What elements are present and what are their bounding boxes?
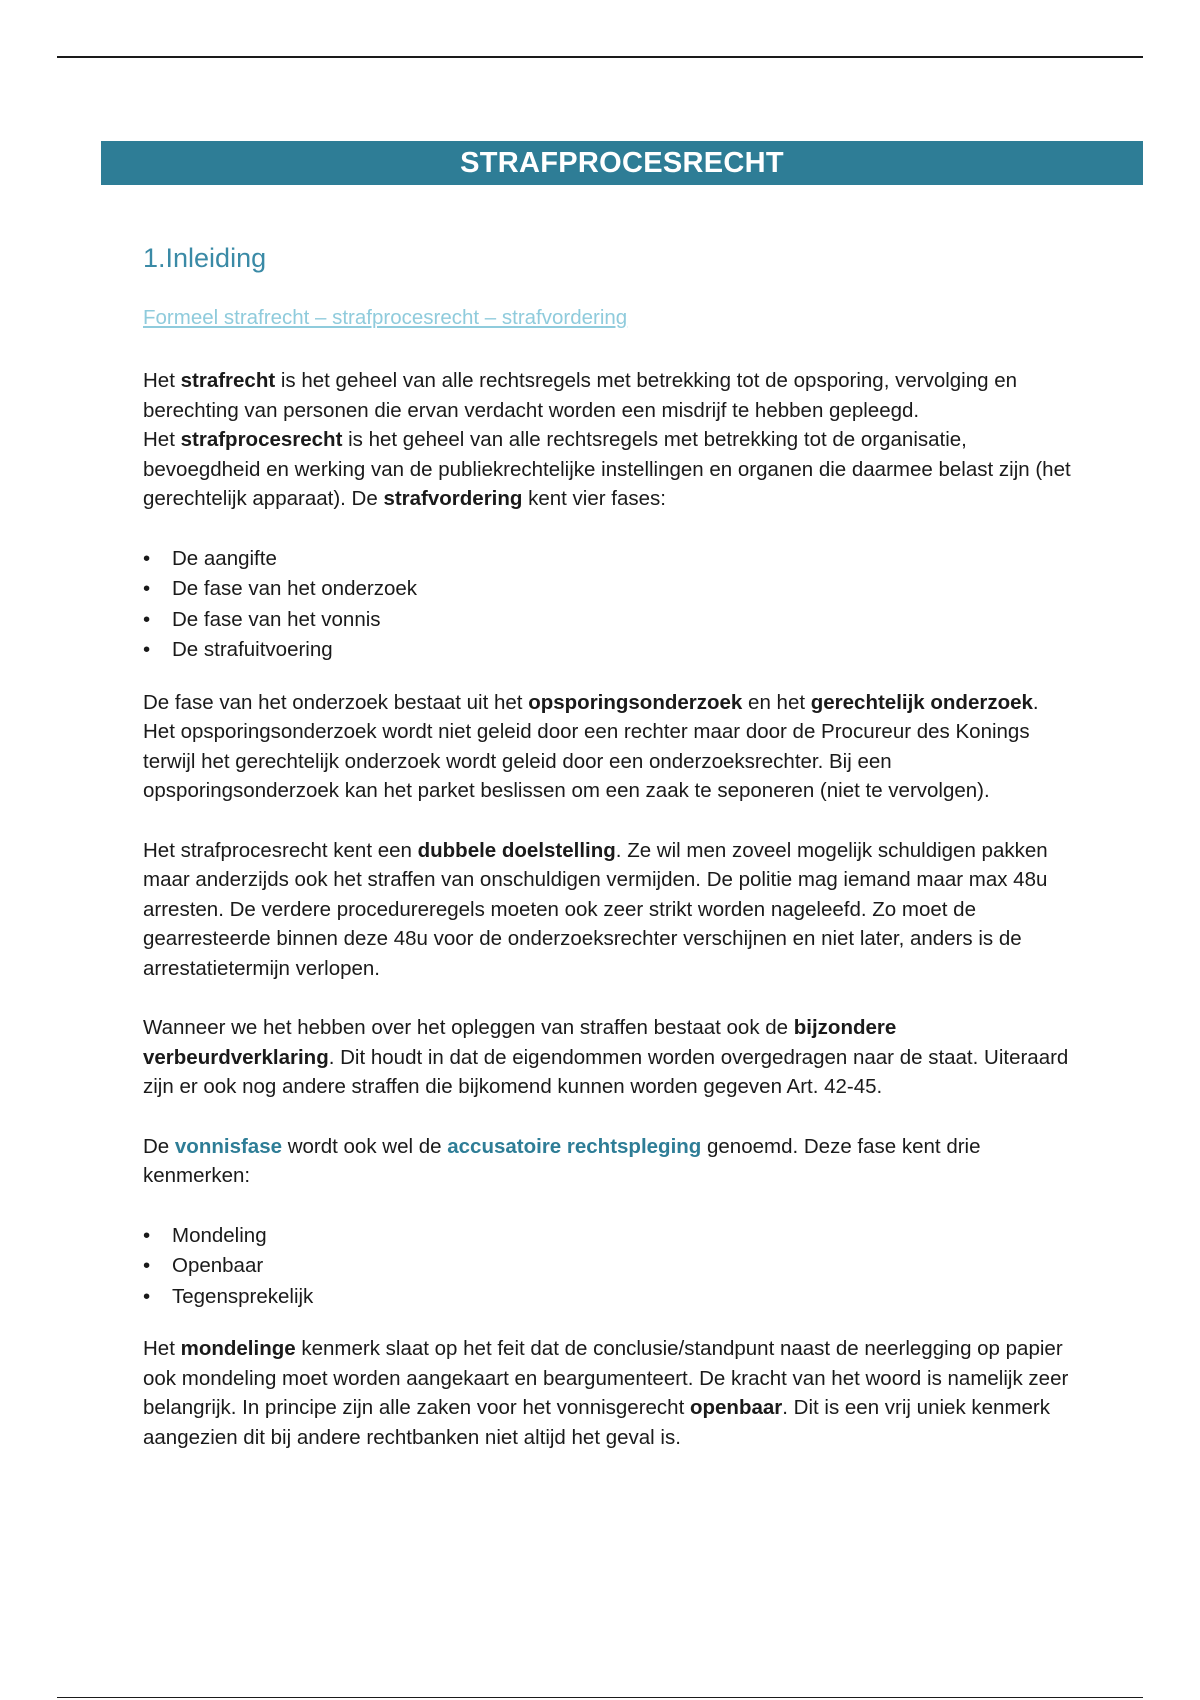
- paragraph-onderzoek: De fase van het onderzoek bestaat uit het opsporingsonderzoek en het gerechtelijk onderzoek. Het opsporingsonderzoek wordt niet geleid door een rechter maar door de Procureur des Konings terwijl het gerechtelijk onderzoek wordt geleid door een onderzoeksrechter. Bij een opsporingsonderzoek kan het parket beslissen om een zaak te seponeren (niet te vervolgen).: [143, 690, 1039, 802]
- paragraph-mondelinge: Het mondelinge kenmerk slaat op het feit dat de conclusie/standpunt naast de neerlegging op papier ook mondeling moet worden aangekaart en beargumenteert. De kracht van het woord is namelijk zeer belangrijk. In principe zijn alle zaken voor het vonnisgerecht openbaar. Dit is een vrij uniek kenmerk aangezien dit bij andere rechtbanken niet altijd het geval is.: [143, 1337, 1069, 1449]
- phases-list: [143, 544, 1073, 666]
- paragraph-verbeurdverklaring: Wanneer we het hebben over het opleggen van straffen bestaat ook de bijzondere verbeurdverklaring. Dit houdt in dat de eigendommen worden overgedragen naar de staat. Uiteraard zijn er ook nog andere straffen die bijkomend kunnen worden gegeven Art. 42-45.: [143, 1016, 1069, 1098]
- bullet-icon: •: [143, 1223, 151, 1247]
- bullet-icon: •: [143, 1254, 151, 1277]
- document-title-bar: [101, 141, 1143, 185]
- list-item: • De aangifte: [143, 544, 1073, 575]
- bullet-icon: •: [143, 577, 151, 600]
- bullet-icon: •: [143, 546, 151, 570]
- subheading-link[interactable]: Formeel strafrecht – strafprocesrecht – strafvordering: [143, 306, 628, 329]
- footer-rule: [57, 1697, 1143, 1698]
- bullet-icon: •: [143, 638, 151, 661]
- header-rule: [57, 56, 1143, 58]
- bullet-icon: •: [143, 607, 151, 631]
- list-item: • De strafuitvoering: [143, 635, 1073, 666]
- document-title: STRAFPROCESRECHT: [460, 146, 784, 179]
- list-item: • Tegensprekelijk: [143, 1282, 1073, 1313]
- bullet-icon: •: [143, 1284, 151, 1308]
- section-heading: 1.Inleiding: [143, 243, 267, 273]
- paragraph-strafrecht: Het strafrecht is het geheel van alle rechtsregels met betrekking tot de opsporing, vervolging en berechting van personen die ervan verdacht worden een misdrijf te hebben gepleegd.: [143, 369, 1018, 422]
- paragraph-vonnisfase: De vonnisfase wordt ook wel de accusatoire rechtspleging genoemd. Deze fase kent drie kenmerken:: [143, 1134, 981, 1187]
- list-item: • Mondeling: [143, 1221, 1073, 1252]
- list-item: • Openbaar: [143, 1251, 1073, 1282]
- list-item: • De fase van het onderzoek: [143, 574, 1073, 605]
- paragraph-strafprocesrecht: Het strafprocesrecht is het geheel van alle rechtsregels met betrekking tot de organisatie, bevoegdheid en werking van de publiekrechtelijke instellingen en organen die daarmee belast zijn (het gerechtelijk apparaat). De strafvordering kent vier fases:: [143, 428, 1071, 510]
- list-item: • De fase van het vonnis: [143, 605, 1073, 636]
- paragraph-doelstelling: Het strafprocesrecht kent een dubbele doelstelling. Ze wil men zoveel mogelijk schuldigen pakken maar anderzijds ook het straffen van onschuldigen vermijden. De politie mag iemand maar max 48u arresten. De verdere procedureregels moeten ook zeer strikt worden nageleefd. Zo moet de gearresteerde binnen deze 48u voor de onderzoeksrechter verschijnen en niet later, anders is de arrestatietermijn verlopen.: [143, 838, 1048, 980]
- characteristics-list: [143, 1221, 1073, 1313]
- document-body: [143, 240, 1073, 1452]
